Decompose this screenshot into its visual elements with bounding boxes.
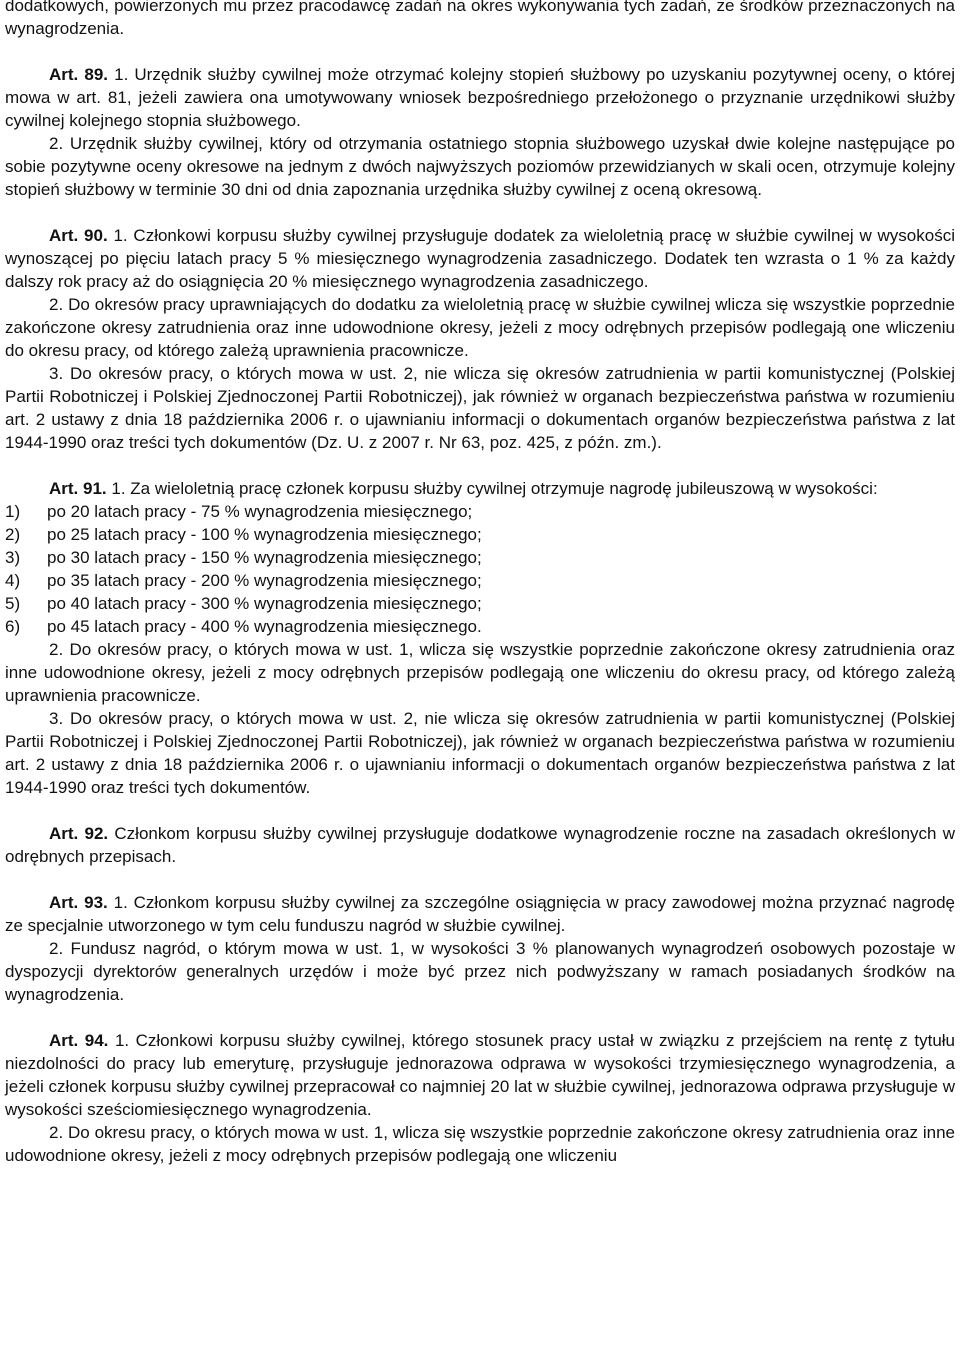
intro-paragraph: dodatkowych, powierzonych mu przez pracodawcę zadań na okres wykonywania tych zadań, ze środków przeznaczonych na wynagrodzenia.: [5, 0, 955, 38]
art94-p1-text: 1. Członkowi korpusu służby cywilnej, którego stosunek pracy ustał w związku z przejściem na rentę z tytułu niezdolności do pracy lub emeryturę, przysługuje jednorazowa odprawa w wysokości trzymiesięcznego wynagrodzenia, a jeżeli członek korpusu służby cywilnej przepracował co najmniej 20 lat w służbie cywilnej, jednorazowa odprawa przysługuje w wysokości sześciomiesięcznego wynagrodzenia.: [5, 1031, 955, 1119]
art92-paragraph-1: [5, 822, 955, 868]
art90-heading: Art. 90.: [49, 226, 108, 245]
art90-p1-text: 1. Członkowi korpusu służby cywilnej przysługuje dodatek za wieloletnią pracę w służbie cywilnej w wysokości wynoszącej po pięciu latach pracy 5 % miesięcznego wynagrodzenia zasadniczego. Dodatek ten wzrasta o 1 % za każdy dalszy rok pracy aż do osiągnięcia 20 % miesięcznego wynagrodzenia zasadniczego.: [5, 226, 955, 291]
list-item-text: po 30 latach pracy - 150 % wynagrodzenia miesięcznego;: [47, 548, 482, 567]
list-item-number: 1): [5, 502, 21, 521]
art89-paragraph-2: 2. Urzędnik służby cywilnej, który od otrzymania ostatniego stopnia służbowego uzyskał dwie kolejne następujące po sobie pozytywne oceny okresowe na jednym z dwóch najwyższych poziomów przewidzianych w skali ocen, otrzymuje kolejny stopień służbowy w terminie 30 dni od dnia zapoznania urzędnika służby cywilnej z oceną okresową.: [5, 134, 955, 199]
document-page: [5, 0, 955, 1167]
art93-paragraph-1: [5, 891, 955, 937]
art91-heading: Art. 91.: [49, 479, 107, 498]
art90-paragraph-2: 2. Do okresów pracy uprawniających do dodatku za wieloletnią pracę w służbie cywilnej wlicza się wszystkie poprzednie zakończone okresy zatrudnienia oraz inne udowodnione okresy, jeżeli z mocy odrębnych przepisów podlegają one wliczeniu do okresu pracy, od którego zależą uprawnienia pracownicze.: [5, 295, 955, 360]
art89-paragraph-1: [5, 63, 955, 132]
list-item: [5, 615, 955, 638]
list-item-text: po 35 latach pracy - 200 % wynagrodzenia miesięcznego;: [47, 571, 482, 590]
art93-heading: Art. 93.: [49, 893, 108, 912]
list-item-text: po 45 latach pracy - 400 % wynagrodzenia miesięcznego.: [47, 617, 482, 636]
art90-paragraph-3: 3. Do okresów pracy, o których mowa w ust. 2, nie wlicza się okresów zatrudnienia w partii komunistycznej (Polskiej Partii Robotniczej i Polskiej Zjednoczonej Partii Robotniczej), jak również w organach bezpieczeństwa państwa w rozumieniu art. 2 ustawy z dnia 18 października 2006 r. o ujawnianiu informacji o dokumentach organów bezpieczeństwa państwa z lat 1944-1990 oraz treści tych dokumentów (Dz. U. z 2007 r. Nr 63, poz. 425, z późn. zm.).: [5, 364, 955, 452]
list-item-number: 5): [5, 594, 21, 613]
art91-paragraph-3: 3. Do okresów pracy, o których mowa w ust. 2, nie wlicza się okresów zatrudnienia w partii komunistycznej (Polskiej Partii Robotniczej i Polskiej Zjednoczonej Partii Robotniczej), jak również w organach bezpieczeństwa państwa w rozumieniu art. 2 ustawy z dnia 18 października 2006 r. o ujawnianiu informacji o dokumentach organów bezpieczeństwa państwa z lat 1944-1990 oraz treści tych dokumentów.: [5, 709, 955, 797]
art89-heading: Art. 89.: [49, 65, 109, 84]
art89-p1-text: 1. Urzędnik służby cywilnej może otrzymać kolejny stopień służbowy po uzyskaniu pozytywnej oceny, o której mowa w art. 81, jeżeli zawiera ona umotywowany wniosek bezpośredniego przełożonego o przyznanie urzędnikowi służby cywilnej kolejnego stopnia służbowego.: [5, 65, 955, 130]
art92-p1-text: Członkom korpusu służby cywilnej przysługuje dodatkowe wynagrodzenie roczne na zasadach określonych w odrębnych przepisach.: [5, 824, 955, 866]
list-item-text: po 20 latach pracy - 75 % wynagrodzenia miesięcznego;: [47, 502, 473, 521]
list-item: [5, 523, 955, 546]
list-item-number: 3): [5, 548, 21, 567]
art94-paragraph-1: [5, 1029, 955, 1121]
art90-paragraph-1: [5, 224, 955, 293]
art93-p1-text: 1. Członkom korpusu służby cywilnej za szczególne osiągnięcia w pracy zawodowej można przyznać nagrodę ze specjalnie utworzonego w tym celu funduszu nagród w służbie cywilnej.: [5, 893, 956, 935]
list-item-number: 6): [5, 617, 21, 636]
art91-paragraph-1: [5, 477, 955, 500]
art94-heading: Art. 94.: [49, 1031, 109, 1050]
list-item-text: po 25 latach pracy - 100 % wynagrodzenia miesięcznego;: [47, 525, 482, 544]
list-item-number: 4): [5, 571, 21, 590]
list-item: [5, 569, 955, 592]
list-item-number: 2): [5, 525, 21, 544]
list-item-text: po 40 latach pracy - 300 % wynagrodzenia miesięcznego;: [47, 594, 482, 613]
list-item: [5, 546, 955, 569]
art91-list: [5, 500, 955, 638]
art91-paragraph-2: 2. Do okresów pracy, o których mowa w ust. 1, wlicza się wszystkie poprzednie zakończone okresy zatrudnienia oraz inne udowodnione okresy, jeżeli z mocy odrębnych przepisów podlegają one wliczeniu do okresu pracy, od którego zależą uprawnienia pracownicze.: [5, 640, 955, 705]
art92-heading: Art. 92.: [49, 824, 109, 843]
art94-paragraph-2: 2. Do okresu pracy, o których mowa w ust. 1, wlicza się wszystkie poprzednie zakończone okresy zatrudnienia oraz inne udowodnione okresy, jeżeli z mocy odrębnych przepisów podlegają one wliczeniu: [5, 1123, 955, 1165]
art93-paragraph-2: 2. Fundusz nagród, o którym mowa w ust. 1, w wysokości 3 % planowanych wynagrodzeń osobowych pozostaje w dyspozycji dyrektorów generalnych urzędów i może być przez nich podwyższany w ramach posiadanych środków na wynagrodzenia.: [5, 939, 955, 1004]
list-item: [5, 500, 955, 523]
list-item: [5, 592, 955, 615]
art91-p1-text: 1. Za wieloletnią pracę członek korpusu służby cywilnej otrzymuje nagrodę jubileuszową w wysokości:: [111, 479, 878, 498]
